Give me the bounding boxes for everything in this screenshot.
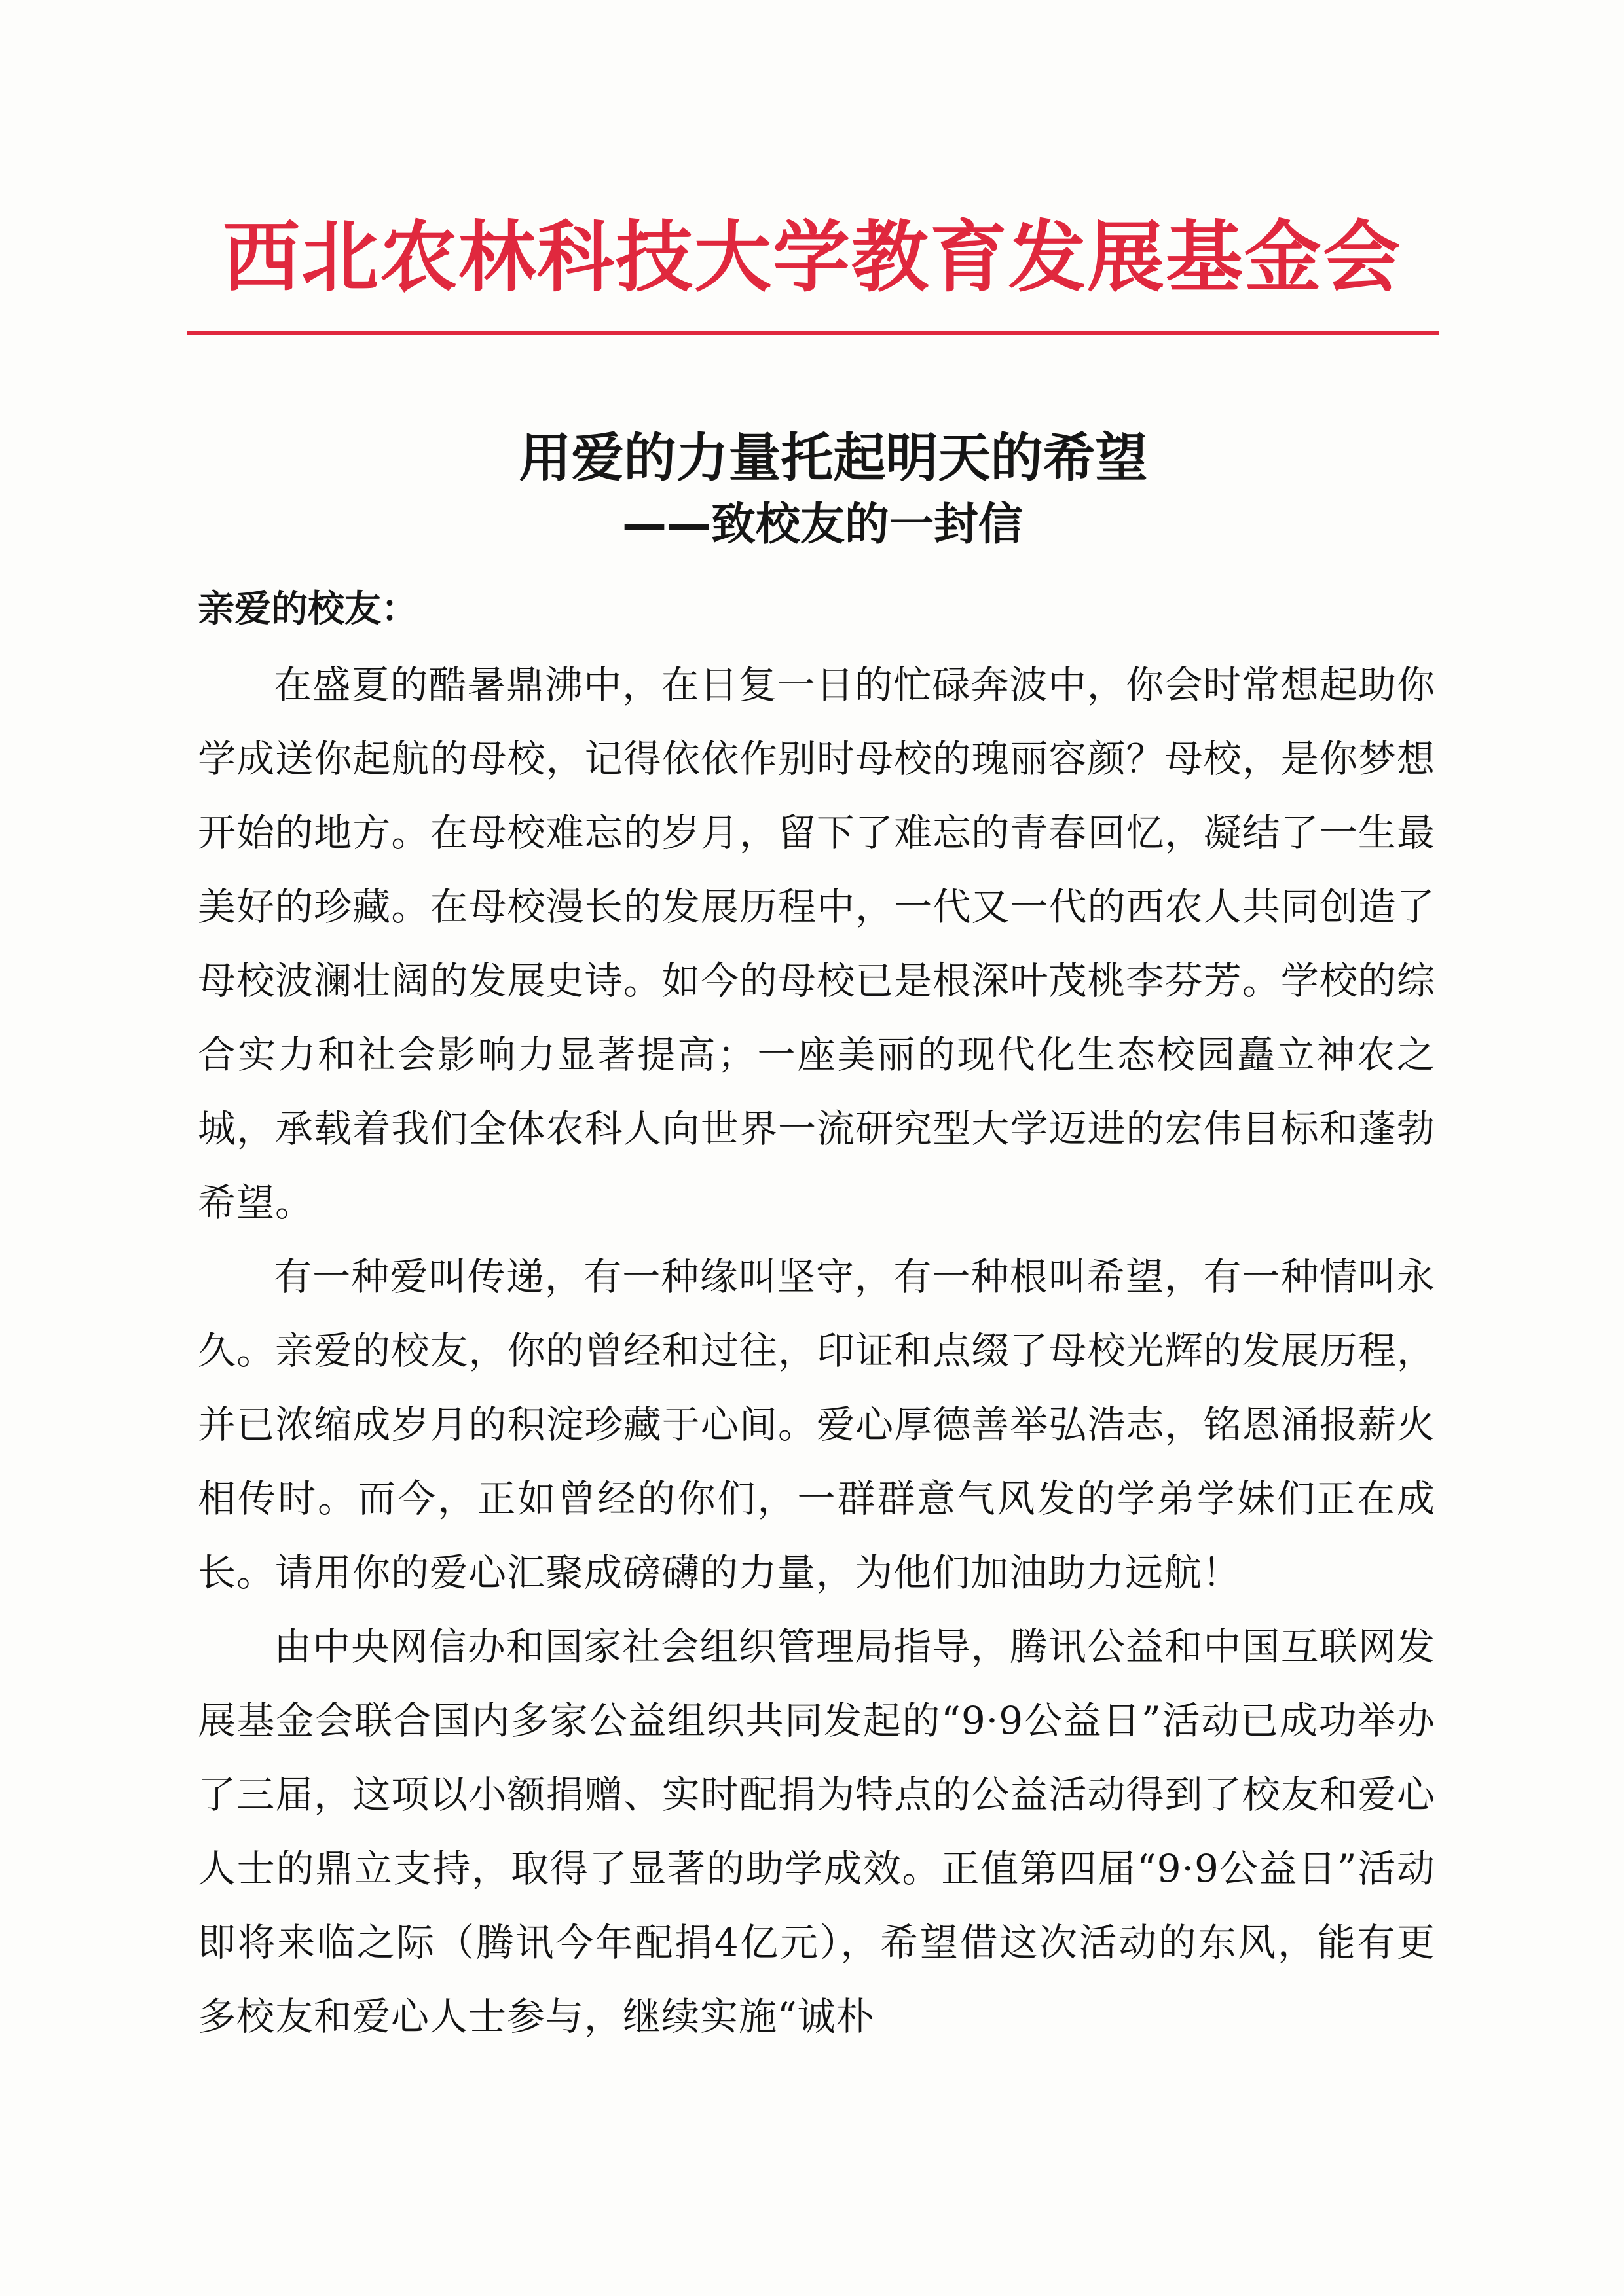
letter-title: 用爱的力量托起明天的希望: [519, 428, 1148, 488]
body-paragraph: 在盛夏的酷暑鼎沸中，在日复一日的忙碌奔波中，你会时常想起助你学成送你起航的母校，记得依依作别时母校的瑰丽容颜？母校，是你梦想开始的地方。在母校难忘的岁月，留下了难忘的青春回忆，凝结了一生最美好的珍藏。在母校漫长的发展历程中，一代又一代的西农人共同创造了母校波澜壮阔的发展史诗。如今的母校已是根深叶茂桃李芬芳。学校的综合实力和社会影响力显著提高；一座美丽的现代化生态校园矗立神农之城，承载着我们全体农科人向世界一流研究型大学迈进的宏伟目标和蓬勃希望。: [198, 663, 1435, 1225]
letter-salutation: 亲爱的校友：: [198, 587, 418, 630]
letter-subtitle: ——致校友的一封信: [622, 499, 1024, 551]
letterhead-divider: [187, 331, 1439, 335]
letterhead-organization-name: 西北农林科技大学教育发展基金会: [222, 211, 1401, 302]
letter-body: [198, 648, 1435, 2054]
body-paragraph: 由中央网信办和国家社会组织管理局指导，腾讯公益和中国互联网发展基金会联合国内多家公益组织共同发起的“9·9公益日”活动已成功举办了三届，这项以小额捐赠、实时配捐为特点的公益活动得到了校友和爱心人士的鼎立支持，取得了显著的助学成效。正值第四届“9·9公益日”活动即将来临之际（腾讯今年配捐4亿元），希望借这次活动的东风，能有更多校友和爱心人士参与，继续实施“诚朴: [198, 1624, 1435, 2039]
body-paragraph: 有一种爱叫传递，有一种缘叫坚守，有一种根叫希望，有一种情叫永久。亲爱的校友，你的曾经和过往，印证和点缀了母校光辉的发展历程，并已浓缩成岁月的积淀珍藏于心间。爱心厚德善举弘浩志，铭恩涌报薪火相传时。而今，正如曾经的你们，一群群意气风发的学弟学妹们正在成长。请用你的爱心汇聚成磅礴的力量，为他们加油助力远航！: [198, 1254, 1435, 1595]
